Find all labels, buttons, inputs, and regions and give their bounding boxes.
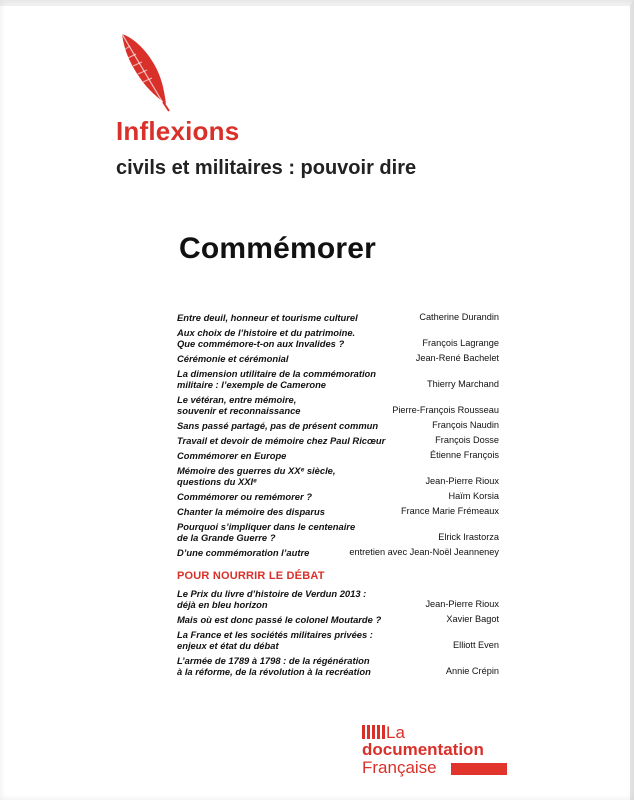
toc-item (177, 465, 499, 487)
toc-item-author: François Dosse (435, 435, 499, 445)
toc-item-author: Étienne François (430, 450, 499, 460)
toc-item (177, 327, 499, 349)
publisher-bars-icon (362, 725, 385, 739)
toc-item-title: Mais où est donc passé le colonel Moutarde ? (177, 614, 382, 625)
publication-tagline: civils et militaires : pouvoir dire (116, 157, 417, 179)
feather-icon (112, 28, 170, 112)
issue-title: Commémorer (179, 232, 377, 265)
toc-item-title: L’armée de 1789 à 1798 : de la régénération à la réforme, de la révolution à la recréation (177, 655, 371, 677)
toc-item-title: Commémorer ou remémorer ? (177, 491, 312, 502)
toc-item (177, 491, 499, 502)
toc-item (177, 435, 499, 446)
publisher-line-2: documentation (362, 740, 484, 759)
toc-item (177, 368, 499, 390)
toc-item-author: France Marie Frémeaux (400, 506, 499, 516)
toc-item (177, 353, 499, 364)
toc-item-author: Thierry Marchand (427, 379, 499, 389)
table-of-contents (177, 312, 499, 681)
toc-item-author: Elrick Irastorza (438, 532, 499, 542)
toc-item-author: Jean-Pierre Rioux (425, 599, 499, 609)
publisher-logo (362, 723, 532, 783)
toc-item-author: Elliott Even (453, 640, 499, 650)
publisher-line-3: Française (362, 758, 437, 777)
toc-item-title: Commémorer en Europe (177, 450, 287, 461)
toc-item-title: La France et les sociétés militaires privées : enjeux et état du débat (177, 629, 373, 651)
toc-item-title: Pourquoi s’impliquer dans le centenaire de la Grande Guerre ? (177, 521, 356, 543)
toc-item-author: entretien avec Jean-Noël Jeanneney (349, 547, 499, 557)
toc-item-author: Annie Crépin (445, 666, 499, 676)
toc-item-title: D’une commémoration l’autre (177, 547, 310, 558)
toc-item (177, 394, 499, 416)
toc-item (177, 588, 499, 610)
toc-item (177, 450, 499, 461)
toc-item (177, 629, 499, 651)
toc-item (177, 506, 499, 517)
toc-item-author: Xavier Bagot (446, 614, 499, 624)
toc-item (177, 521, 499, 543)
toc-item (177, 547, 499, 558)
toc-item-title: Sans passé partagé, pas de présent commun (177, 420, 379, 431)
toc-item-author: Jean-Pierre Rioux (425, 476, 499, 486)
publisher-block-icon (451, 763, 507, 775)
toc-item-author: Pierre-François Rousseau (392, 405, 499, 415)
toc-item-title: Mémoire des guerres du XXᵉ siècle, questions du XXIᵉ (177, 465, 336, 487)
toc-item-title: Chanter la mémoire des disparus (177, 506, 325, 517)
toc-item-title: Travail et devoir de mémoire chez Paul Ricœur (177, 435, 386, 446)
toc-item-author: Haïm Korsia (448, 491, 499, 501)
toc-item-title: Le Prix du livre d’histoire de Verdun 2013 : déjà en bleu horizon (177, 588, 367, 610)
debate-heading: POUR NOURRIR LE DÉBAT (177, 570, 325, 582)
toc-item (177, 655, 499, 677)
toc-item-author: Catherine Durandin (419, 312, 499, 322)
toc-item-author: François Naudin (432, 420, 499, 430)
toc-item-title: Le vétéran, entre mémoire, souvenir et reconnaissance (177, 394, 301, 416)
toc-item-author: François Lagrange (422, 338, 499, 348)
toc-item-title: La dimension utilitaire de la commémoration militaire : l’exemple de Camerone (177, 368, 376, 390)
toc-item (177, 420, 499, 431)
toc-item (177, 312, 499, 323)
toc-item (177, 614, 499, 625)
publication-name: Inflexions (116, 116, 240, 146)
toc-item-author: Jean-René Bachelet (415, 353, 499, 363)
toc-item-title: Entre deuil, honneur et tourisme culturel (177, 312, 358, 323)
publisher-line-1: La (386, 723, 405, 742)
toc-item-title: Cérémonie et cérémonial (177, 353, 289, 364)
toc-item-title: Aux choix de l’histoire et du patrimoine. Que commémore-t-on aux Invalides ? (177, 327, 356, 349)
